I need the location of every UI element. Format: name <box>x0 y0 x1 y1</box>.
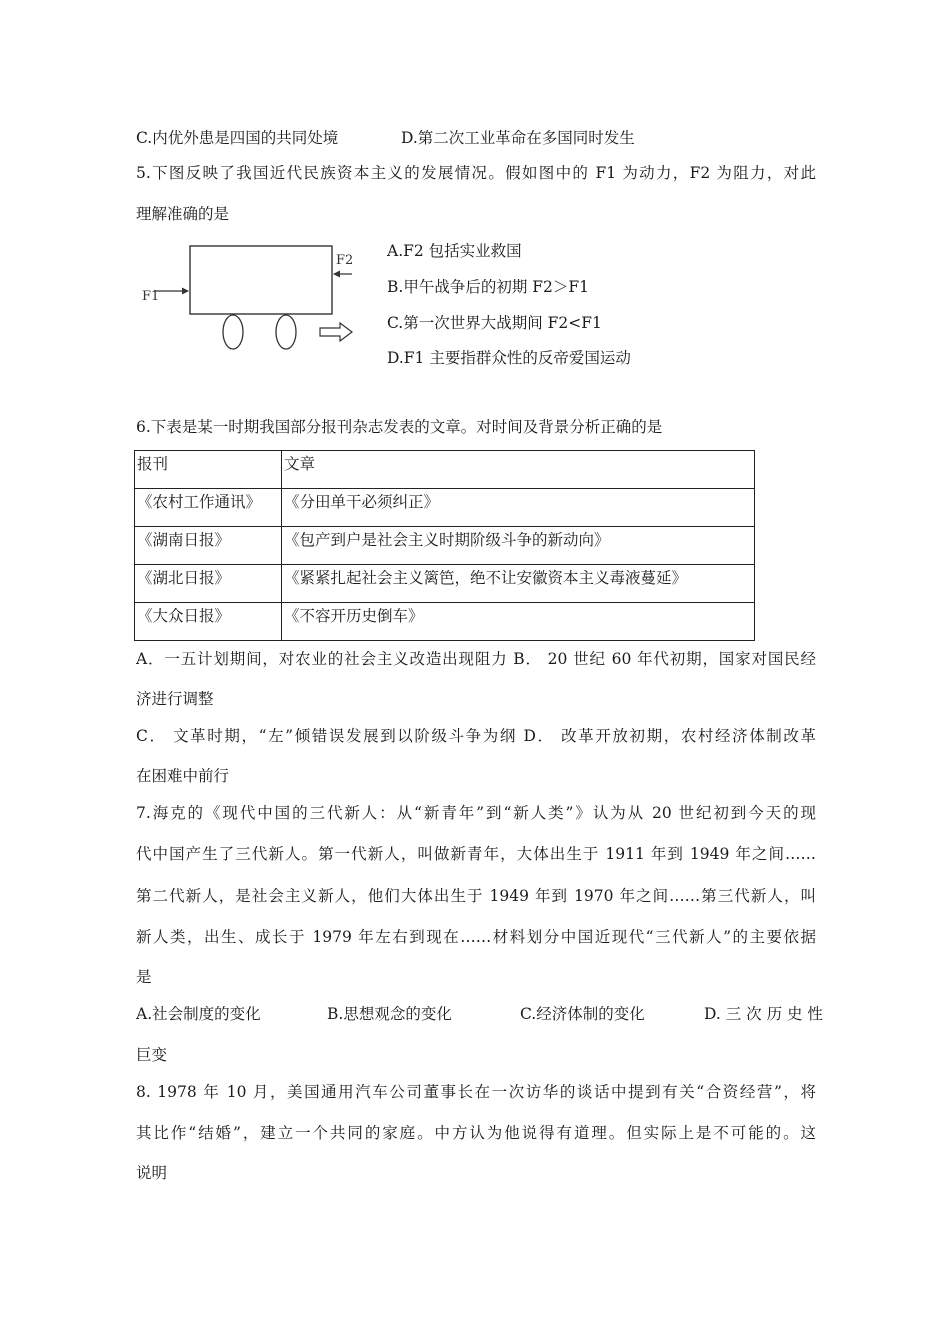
table-row <box>135 603 755 641</box>
table-cell-newspaper: 《农村工作通讯》 <box>135 489 282 527</box>
f2-label: F2 <box>336 253 354 268</box>
table-cell-newspaper: 《大众日报》 <box>135 603 282 641</box>
q7-option-b: B.思想观念的变化 <box>327 1005 452 1023</box>
table-cell-article: 《包产到户是社会主义时期阶级斗争的新动向》 <box>282 527 755 565</box>
table-header-article: 文章 <box>282 451 755 489</box>
cart-body <box>190 246 332 314</box>
table-header-newspaper: 报刊 <box>135 451 282 489</box>
q5-force-diagram <box>140 238 364 358</box>
f1-arrowhead <box>182 288 189 295</box>
q5-option-c: C.第一次世界大战期间 F2<F1 <box>387 314 602 332</box>
q5-stem-line2: 理解准确的是 <box>136 205 230 223</box>
table-cell-newspaper: 《湖北日报》 <box>135 565 282 603</box>
q6-options-line1: A．一五计划期间，对农业的社会主义改造出现阻力 B． 20 世纪 60 年代初期，国家对国民经 <box>136 650 816 668</box>
q6-options-line2: 济进行调整 <box>136 690 214 708</box>
cart-wheel-right <box>276 315 296 349</box>
q7-line2: 代中国产生了三代新人。第一代新人，叫做新青年，大体出生于 1911 年到 1949 年之间…… <box>136 845 816 863</box>
q7-option-a: A.社会制度的变化 <box>136 1005 261 1023</box>
q4-option-c: C.内优外患是四国的共同处境 <box>136 129 339 147</box>
f1-label: F1 <box>142 289 160 304</box>
q7-line4: 新人类，出生、成长于 1979 年左右到现在……材料划分中国近现代“三代新人”的主要依据 <box>136 928 816 946</box>
q8-line3: 说明 <box>136 1164 168 1182</box>
table-cell-article: 《紧紧扎起社会主义篱笆，绝不让安徽资本主义毒液蔓延》 <box>282 565 755 603</box>
q7-option-d: D. 三 次 历 史 性 <box>704 1005 823 1023</box>
q7-line3: 第二代新人，是社会主义新人，他们大体出生于 1949 年到 1970 年之间……第三代新人，叫 <box>136 887 816 905</box>
f2-arrowhead <box>333 271 340 278</box>
q4-option-d: D.第二次工业革命在多国同时发生 <box>401 129 635 147</box>
table-row <box>135 489 755 527</box>
direction-arrow <box>320 323 352 341</box>
q5-option-d: D.F1 主要指群众性的反帝爱国运动 <box>387 349 631 367</box>
q5-stem-line1: 5.下图反映了我国近代民族资本主义的发展情况。假如图中的 F1 为动力，F2 为阻力，对此 <box>136 164 816 182</box>
q5-option-a: A.F2 包括实业救国 <box>387 242 522 260</box>
table-row <box>135 527 755 565</box>
q8-line2: 其比作“结婚”，建立一个共同的家庭。中方认为他说得有道理。但实际上是不可能的。这 <box>136 1124 816 1142</box>
q5-option-b: B.甲午战争后的初期 F2＞F1 <box>387 278 589 296</box>
table-cell-newspaper: 《湖南日报》 <box>135 527 282 565</box>
q7-option-c: C.经济体制的变化 <box>520 1005 645 1023</box>
q7-line1: 7.海克的《现代中国的三代新人：从“新青年”到“新人类”》认为从 20 世纪初到今天的现 <box>136 804 816 822</box>
q6-options-line3: C． 文革时期，“左”倾错误发展到以阶级斗争为纲 D． 改革开放初期，农村经济体制改革 <box>136 727 816 745</box>
q7-line5: 是 <box>136 968 152 986</box>
cart-wheel-left <box>223 315 243 349</box>
table-header-row <box>135 451 755 489</box>
q6-articles-table <box>134 450 755 641</box>
table-row <box>135 565 755 603</box>
table-cell-article: 《分田单干必须纠正》 <box>282 489 755 527</box>
q8-line1: 8. 1978 年 10 月，美国通用汽车公司董事长在一次访华的谈话中提到有关“合资经营”，将 <box>136 1083 816 1101</box>
q6-options-line4: 在困难中前行 <box>136 767 230 785</box>
q7-option-d-continued: 巨变 <box>136 1046 168 1064</box>
table-cell-article: 《不容开历史倒车》 <box>282 603 755 641</box>
q6-stem: 6.下表是某一时期我国部分报刊杂志发表的文章。对时间及背景分析正确的是 <box>136 418 663 436</box>
